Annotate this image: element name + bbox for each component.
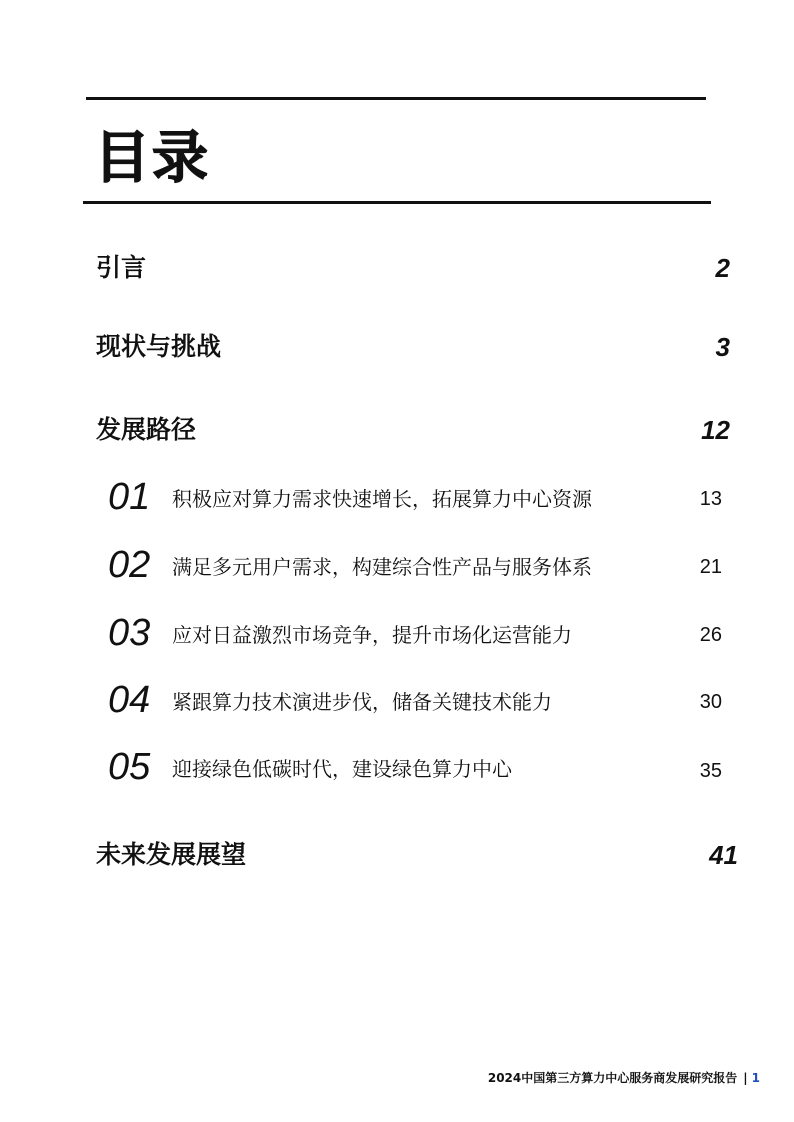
toc-entry-page: 3	[715, 332, 730, 362]
footer-page-number: 1	[751, 1071, 760, 1085]
toc-entry-status[interactable]	[0, 327, 794, 367]
subsection-page: 21	[699, 556, 722, 578]
subsection-page: 13	[699, 488, 722, 510]
toc-entry-page: 2	[715, 253, 730, 283]
page-footer	[488, 1068, 760, 1088]
toc-subentry-01[interactable]	[0, 477, 794, 517]
title-underline-rule	[83, 201, 711, 204]
subsection-label: 迎接绿色低碳时代，建设绿色算力中心	[172, 757, 512, 781]
toc-entry-label: 未来发展展望	[96, 840, 247, 869]
toc-entry-outlook[interactable]	[0, 835, 794, 875]
subsection-label: 紧跟算力技术演进步伐，储备关键技术能力	[172, 690, 552, 714]
subsection-number: 04	[108, 679, 151, 721]
toc-entry-label: 引言	[96, 253, 147, 282]
subsection-page: 35	[699, 760, 722, 782]
toc-entry-label: 发展路径	[96, 415, 197, 444]
toc-entry-page: 12	[701, 415, 730, 445]
subsection-label: 应对日益激烈市场竞争，提升市场化运营能力	[172, 623, 572, 647]
subsection-number: 02	[108, 544, 151, 586]
subsection-label: 满足多元用户需求，构建综合性产品与服务体系	[172, 555, 592, 579]
subsection-page: 30	[699, 691, 722, 713]
toc-entry-intro[interactable]	[0, 248, 794, 288]
subsection-number: 01	[108, 476, 151, 518]
toc-subentry-03[interactable]	[0, 613, 794, 653]
toc-entry-path[interactable]	[0, 410, 794, 450]
footer-report-title: 2024中国第三方算力中心服务商发展研究报告	[487, 1071, 738, 1085]
subsection-number: 05	[108, 746, 151, 788]
toc-entry-label: 现状与挑战	[96, 332, 222, 361]
page-title: 目录	[94, 126, 210, 191]
subsection-label: 积极应对算力需求快速增长，拓展算力中心资源	[172, 487, 592, 511]
subsection-page: 26	[699, 624, 722, 646]
toc-entry-page: 41	[709, 840, 738, 870]
subsection-number: 03	[108, 612, 151, 654]
toc-subentry-05[interactable]	[0, 747, 794, 787]
footer-separator: |	[743, 1071, 748, 1085]
toc-subentry-02[interactable]	[0, 545, 794, 585]
top-rule	[86, 97, 706, 100]
toc-subentry-04[interactable]	[0, 680, 794, 720]
